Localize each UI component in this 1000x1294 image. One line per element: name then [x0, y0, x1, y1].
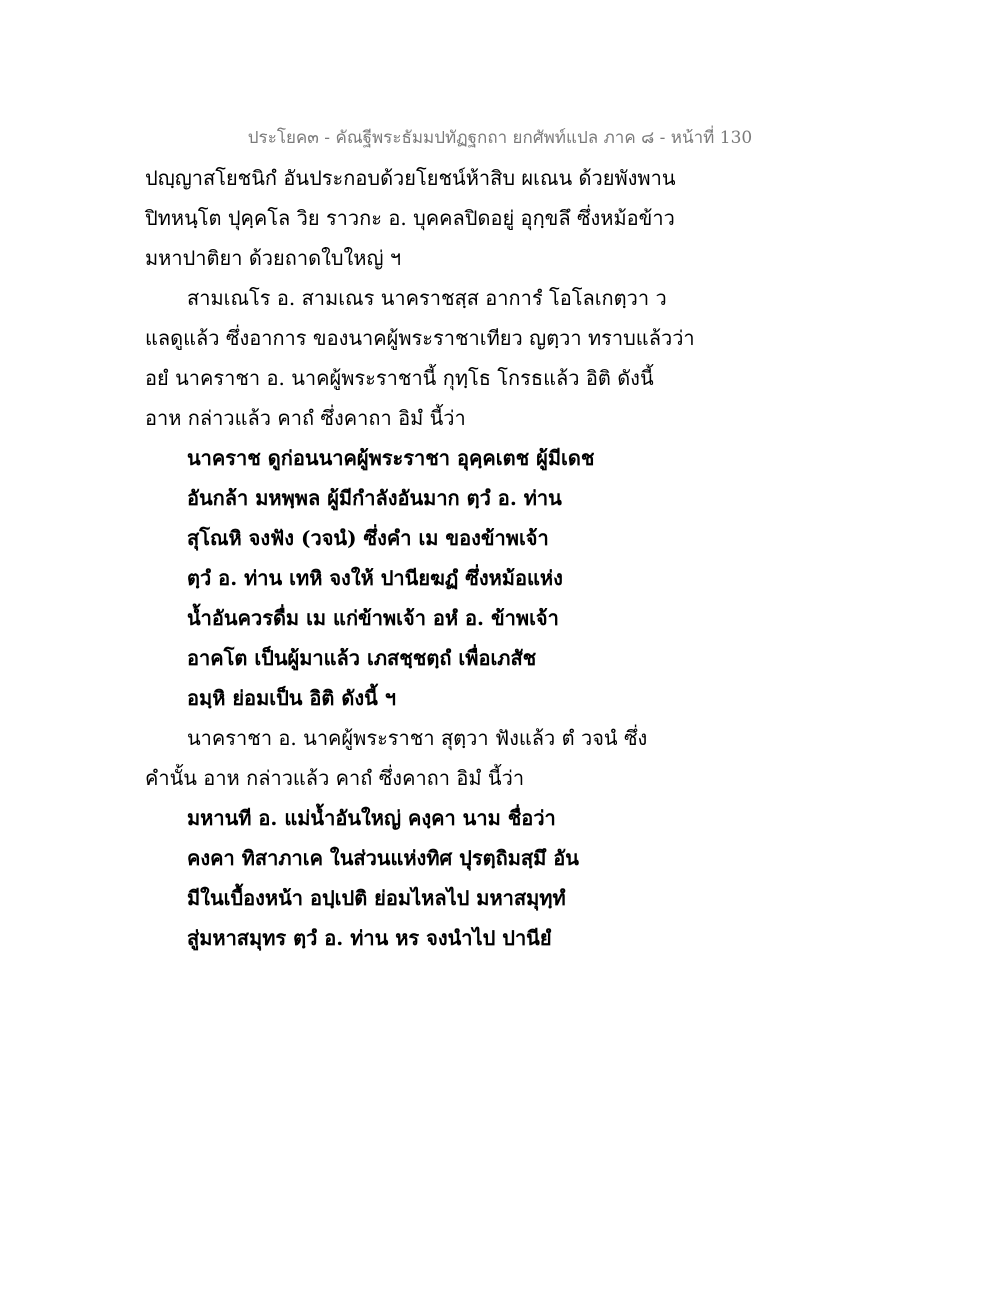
verse-line: สุโณหิ จงฟัง (วจนํ) ซึ่งคำ เม ของข้าพเจ้า — [187, 526, 549, 550]
text-line: อยํ นาคราชา อ. นาคผู้พระราชานี้ กุทฺโธ โกรธแล้ว อิติ ดังนี้ — [145, 366, 654, 390]
verse-line: คงคา ทิสาภาเค ในส่วนแห่งทิศ ปุรตฺถิมสฺมึ อัน — [187, 846, 579, 870]
text-line: มหาปาติยา ด้วยถาดใบใหญ่ ฯ — [145, 246, 402, 270]
text-line: ปิทหนฺโต ปุคฺคโล วิย ราวกะ อ. บุคคลปิดอยู่ อุกฺขลึ ซึ่งหม้อข้าว — [145, 206, 675, 230]
verse-line: อาคโต เป็นผู้มาแล้ว เภสชฺชตฺถํ เพื่อเภสัช — [187, 646, 537, 670]
verse-line: ตฺวํ อ. ท่าน เทหิ จงให้ ปานียฆฏํ ซึ่งหม้อแห่ง — [187, 566, 563, 590]
text-line: ปญฺญาสโยชนิกํ อันประกอบด้วยโยชน์ห้าสิบ ผเณน ด้วยพังพาน — [145, 166, 676, 190]
text-line: สามเณโร อ. สามเณร นาคราชสฺส อาการํ โอโลเกตฺวา ว — [187, 286, 667, 310]
verse-line: มหานที อ. แม่น้ำอันใหญ่ คงฺคา นาม ชื่อว่า — [187, 806, 556, 830]
verse-line: น้ำอันควรดื่ม เม แก่ข้าพเจ้า อหํ อ. ข้าพเจ้า — [187, 606, 559, 630]
text-line: แลดูแล้ว ซึ่งอาการ ของนาคผู้พระราชาเทียว ญตฺวา ทราบแล้วว่า — [145, 326, 695, 350]
page-body — [145, 158, 705, 958]
verse-line: สู่มหาสมุทร ตฺวํ อ. ท่าน หร จงนำไป ปานียํ — [187, 926, 552, 950]
verse-line: อันกล้า มหพฺพล ผู้มีกำลังอันมาก ตฺวํ อ. ท่าน — [187, 486, 562, 510]
verse-line: นาคราช ดูก่อนนาคผู้พระราชา อุคฺคเตช ผู้มีเดช — [187, 446, 595, 470]
text-line: อาห กล่าวแล้ว คาถํ ซึ่งคาถา อิมํ นี้ว่า — [145, 406, 466, 430]
verse-line: มีในเบื้องหน้า อปฺเปติ ย่อมไหลไป มหาสมุทฺทํ — [187, 886, 566, 910]
verse-line: อมฺหิ ย่อมเป็น อิติ ดังนี้ ฯ — [187, 686, 397, 710]
text-line: คำนั้น อาห กล่าวแล้ว คาถํ ซึ่งคาถา อิมํ นี้ว่า — [145, 766, 525, 790]
text-line: นาคราชา อ. นาคผู้พระราชา สุตฺวา ฟังแล้ว ตํ วจนํ ซึ่ง — [187, 726, 648, 750]
running-header: ประโยค๓ - คัณฐีพระธัมมปทัฏฐกถา ยกศัพท์แปล ภาค ๘ - หน้าที่ 130 — [247, 128, 753, 148]
